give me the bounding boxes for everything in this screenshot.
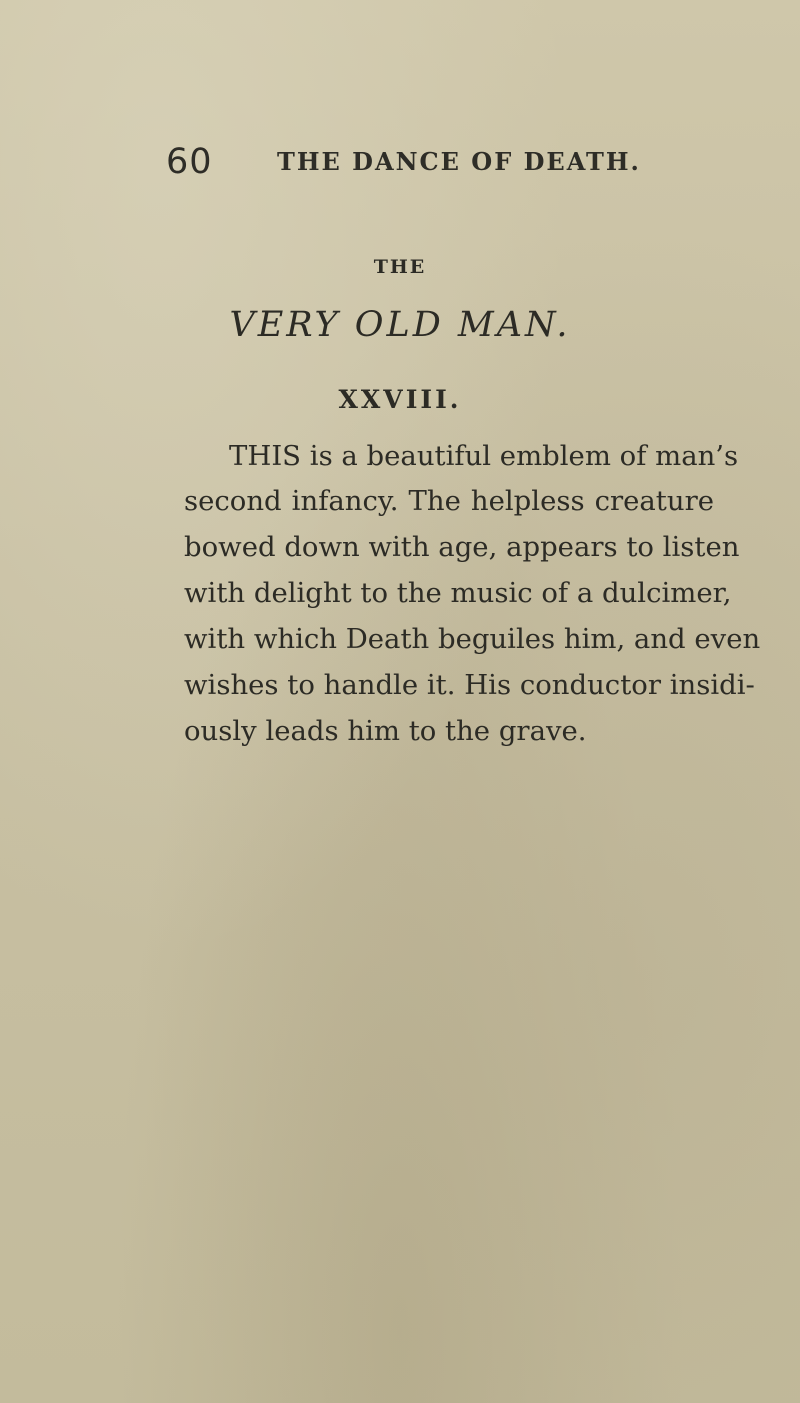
running-title: THE DANCE OF DEATH. <box>277 147 641 176</box>
section-number: XXVIII. <box>338 385 462 414</box>
section-label: THE <box>373 256 427 278</box>
section-title: VERY OLD MAN. <box>229 305 571 345</box>
body-line-4: with delight to the music of a dulcimer, <box>184 577 732 609</box>
body-line-6: wishes to handle it. His conductor insidi- <box>184 669 755 701</box>
body-line-3: bowed down with age, appears to listen <box>184 531 740 563</box>
body-line-1: THIS is a beautiful emblem of man’s <box>229 440 739 472</box>
body-line-2: second infancy. The helpless creature <box>184 485 714 517</box>
page-number: 60 <box>166 142 213 182</box>
body-line-7: ously leads him to the grave. <box>184 715 587 747</box>
body-line-5: with which Death beguiles him, and even <box>184 623 761 655</box>
